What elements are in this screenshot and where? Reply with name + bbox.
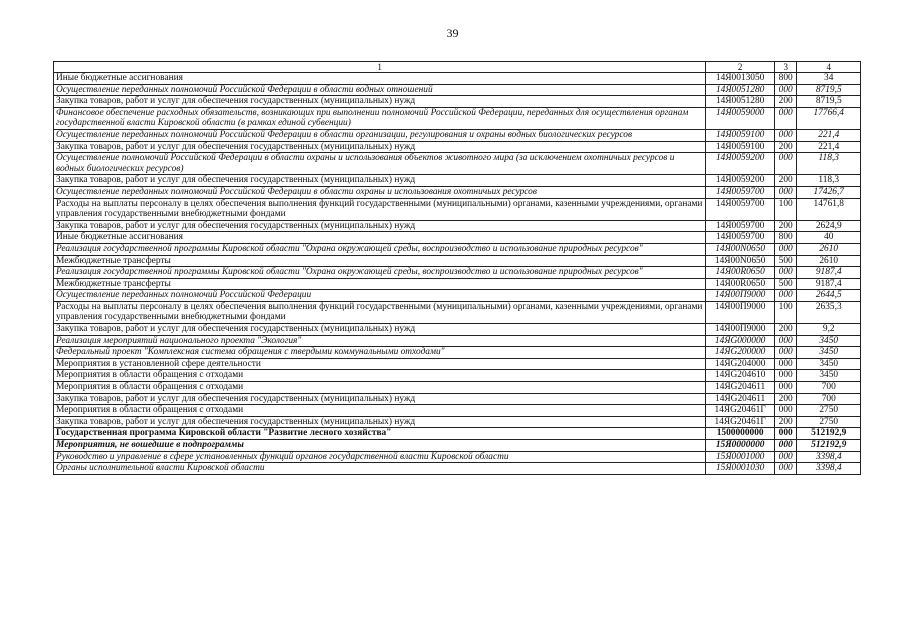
- amount-value: 700: [797, 382, 861, 394]
- budget-table: [53, 61, 861, 475]
- row-name: Закупка товаров, работ и услуг для обеспечения государственных (муниципальных) нужд: [54, 220, 706, 232]
- amount-value: 3450: [797, 347, 861, 359]
- row-name: Мероприятия в области обращения с отходами: [54, 382, 706, 394]
- table-row: [54, 107, 861, 129]
- classification-code: 14Я0059700: [706, 186, 775, 198]
- amount-value: 3450: [797, 335, 861, 347]
- expense-type-code: 200: [774, 393, 797, 405]
- table-row: [54, 416, 861, 428]
- classification-code: 14Я00R0650: [706, 278, 775, 290]
- classification-code: 14Я0051280: [706, 84, 775, 96]
- classification-code: 15Я0001030: [706, 463, 775, 475]
- row-name: Мероприятия в установленной сфере деятельности: [54, 358, 706, 370]
- table-row: [54, 301, 861, 323]
- classification-code: 14ЯG20461Г: [706, 416, 775, 428]
- expense-type-code: 000: [774, 290, 797, 302]
- amount-value: 2750: [797, 416, 861, 428]
- amount-value: 3398,4: [797, 463, 861, 475]
- row-name: Мероприятия в области обращения с отходами: [54, 370, 706, 382]
- amount-value: 221,4: [797, 141, 861, 153]
- classification-code: 15Я0000000: [706, 440, 775, 452]
- table-row: [54, 324, 861, 336]
- amount-value: 118,3: [797, 153, 861, 175]
- row-name: Закупка товаров, работ и услуг для обеспечения государственных (муниципальных) нужд: [54, 96, 706, 108]
- row-name: Осуществление переданных полномочий Российской Федерации: [54, 290, 706, 302]
- column-header-2: 2: [706, 62, 775, 73]
- amount-value: 8719,5: [797, 84, 861, 96]
- classification-code: 14ЯG000000: [706, 335, 775, 347]
- row-name: Осуществление переданных полномочий Российской Федерации в области организации, регулирования и охраны водных биологических ресурсов: [54, 129, 706, 141]
- classification-code: 14Я0059100: [706, 141, 775, 153]
- amount-value: 17766,4: [797, 107, 861, 129]
- page-number: 39: [446, 26, 459, 40]
- expense-type-code: 000: [774, 405, 797, 417]
- amount-value: 40: [797, 232, 861, 244]
- classification-code: 14Я00П9000: [706, 324, 775, 336]
- classification-code: 14Я0059700: [706, 198, 775, 220]
- expense-type-code: 000: [774, 451, 797, 463]
- classification-code: 14ЯG204610: [706, 370, 775, 382]
- table-row: [54, 335, 861, 347]
- classification-code: 14Я0059200: [706, 175, 775, 187]
- table-row: [54, 382, 861, 394]
- classification-code: 14Я00R0650: [706, 267, 775, 279]
- expense-type-code: 000: [774, 153, 797, 175]
- expense-type-code: 800: [774, 232, 797, 244]
- row-name: Межбюджетные трансферты: [54, 278, 706, 290]
- amount-value: 3450: [797, 358, 861, 370]
- row-name: Расходы на выплаты персоналу в целях обеспечения выполнения функций государственными (муниципальными) органами, казенными учреждениями, органами управления государственными внебюджетными фондами: [54, 198, 706, 220]
- row-name: Иные бюджетные ассигнования: [54, 73, 706, 85]
- classification-code: 14Я0059200: [706, 153, 775, 175]
- table-row: [54, 129, 861, 141]
- column-header-1: 1: [54, 62, 706, 73]
- row-name: Межбюджетные трансферты: [54, 255, 706, 267]
- amount-value: 2635,3: [797, 301, 861, 323]
- expense-type-code: 500: [774, 255, 797, 267]
- expense-type-code: 100: [774, 301, 797, 323]
- row-name: Закупка товаров, работ и услуг для обеспечения государственных (муниципальных) нужд: [54, 175, 706, 187]
- row-name: Государственная программа Кировской области "Развитие лесного хозяйства": [54, 428, 706, 440]
- expense-type-code: 200: [774, 416, 797, 428]
- table-row: [54, 405, 861, 417]
- amount-value: 17426,7: [797, 186, 861, 198]
- row-name: Закупка товаров, работ и услуг для обеспечения государственных (муниципальных) нужд: [54, 141, 706, 153]
- table-row: [54, 243, 861, 255]
- table-row: [54, 186, 861, 198]
- amount-value: 221,4: [797, 129, 861, 141]
- table-row: [54, 428, 861, 440]
- amount-value: 2624,9: [797, 220, 861, 232]
- classification-code: 14Я0051280: [706, 96, 775, 108]
- classification-code: 14Я0059000: [706, 107, 775, 129]
- expense-type-code: 500: [774, 278, 797, 290]
- table-row: [54, 347, 861, 359]
- table-row: [54, 141, 861, 153]
- classification-code: 1500000000: [706, 428, 775, 440]
- table-row: [54, 267, 861, 279]
- amount-value: 9187,4: [797, 267, 861, 279]
- table-row: [54, 232, 861, 244]
- row-name: Мероприятия, не вошедшие в подпрограммы: [54, 440, 706, 452]
- expense-type-code: 200: [774, 96, 797, 108]
- table-row: [54, 393, 861, 405]
- table-row: [54, 463, 861, 475]
- row-name: Закупка товаров, работ и услуг для обеспечения государственных (муниципальных) нужд: [54, 393, 706, 405]
- classification-code: 14Я00П9000: [706, 290, 775, 302]
- row-name: Руководство и управление в сфере установленных функций органов государственной власти Кировской области: [54, 451, 706, 463]
- row-name: Реализация государственной программы Кировской области "Охрана окружающей среды, воспроизводство и использование природных ресурсов": [54, 267, 706, 279]
- expense-type-code: 000: [774, 186, 797, 198]
- table-row: [54, 290, 861, 302]
- table-row: [54, 198, 861, 220]
- expense-type-code: 000: [774, 107, 797, 129]
- amount-value: 512192,9: [797, 428, 861, 440]
- amount-value: 34: [797, 73, 861, 85]
- classification-code: 14Я0059100: [706, 129, 775, 141]
- classification-code: 15Я0001000: [706, 451, 775, 463]
- expense-type-code: 000: [774, 347, 797, 359]
- amount-value: 2750: [797, 405, 861, 417]
- row-name: Закупка товаров, работ и услуг для обеспечения государственных (муниципальных) нужд: [54, 324, 706, 336]
- expense-type-code: 000: [774, 463, 797, 475]
- amount-value: 3450: [797, 370, 861, 382]
- table-row: [54, 73, 861, 85]
- table-row: [54, 84, 861, 96]
- amount-value: 512192,9: [797, 440, 861, 452]
- expense-type-code: 800: [774, 73, 797, 85]
- expense-type-code: 200: [774, 141, 797, 153]
- classification-code: 14ЯG204611: [706, 382, 775, 394]
- table-row: [54, 440, 861, 452]
- expense-type-code: 000: [774, 440, 797, 452]
- column-header-4: 4: [797, 62, 861, 73]
- table-row: [54, 370, 861, 382]
- classification-code: 14ЯG200000: [706, 347, 775, 359]
- expense-type-code: 000: [774, 335, 797, 347]
- expense-type-code: 200: [774, 324, 797, 336]
- amount-value: 2610: [797, 243, 861, 255]
- row-name: Федеральный проект "Комплексная система обращения с твердыми коммунальными отходами": [54, 347, 706, 359]
- classification-code: 14Я0059700: [706, 232, 775, 244]
- amount-value: 8719,5: [797, 96, 861, 108]
- classification-code: 14ЯG204000: [706, 358, 775, 370]
- table-row: [54, 220, 861, 232]
- classification-code: 14Я00N0650: [706, 243, 775, 255]
- classification-code: 14Я00N0650: [706, 255, 775, 267]
- row-name: Расходы на выплаты персоналу в целях обеспечения выполнения функций государственными (муниципальными) органами, казенными учреждениями, органами управления государственными внебюджетными фондами: [54, 301, 706, 323]
- table-row: [54, 255, 861, 267]
- expense-type-code: 000: [774, 84, 797, 96]
- row-name: Реализация государственной программы Кировской области "Охрана окружающей среды, воспроизводство и использование природных ресурсов": [54, 243, 706, 255]
- expense-type-code: 200: [774, 175, 797, 187]
- expense-type-code: 200: [774, 220, 797, 232]
- amount-value: 9187,4: [797, 278, 861, 290]
- row-name: Органы исполнительной власти Кировской области: [54, 463, 706, 475]
- row-name: Осуществление переданных полномочий Российской Федерации в области охраны и использования охотничьих ресурсов: [54, 186, 706, 198]
- amount-value: 118,3: [797, 175, 861, 187]
- classification-code: 14Я0059700: [706, 220, 775, 232]
- expense-type-code: 000: [774, 358, 797, 370]
- amount-value: 9,2: [797, 324, 861, 336]
- expense-type-code: 000: [774, 267, 797, 279]
- expense-type-code: 100: [774, 198, 797, 220]
- table-header-row: [54, 62, 861, 73]
- row-name: Мероприятия в области обращения с отходами: [54, 405, 706, 417]
- table-row: [54, 153, 861, 175]
- classification-code: 14ЯG204611: [706, 393, 775, 405]
- expense-type-code: 000: [774, 129, 797, 141]
- amount-value: 700: [797, 393, 861, 405]
- amount-value: 2610: [797, 255, 861, 267]
- table-row: [54, 96, 861, 108]
- classification-code: 14Я0013050: [706, 73, 775, 85]
- table-row: [54, 451, 861, 463]
- table-row: [54, 358, 861, 370]
- row-name: Реализация мероприятий национального проекта "Экология": [54, 335, 706, 347]
- row-name: Закупка товаров, работ и услуг для обеспечения государственных (муниципальных) нужд: [54, 416, 706, 428]
- row-name: Финансовое обеспечение расходных обязательств, возникающих при выполнении полномочий Российской Федерации, переданных для осуществления органам государственной власти Кировской области (в рамках единой субвенции): [54, 107, 706, 129]
- row-name: Осуществление полномочий Российской Федерации в области охраны и использования объектов животного мира (за исключением охотничьих ресурсов и водных биологических ресурсов): [54, 153, 706, 175]
- amount-value: 3398,4: [797, 451, 861, 463]
- expense-type-code: 000: [774, 370, 797, 382]
- amount-value: 14761,8: [797, 198, 861, 220]
- expense-type-code: 000: [774, 243, 797, 255]
- classification-code: 14Я00П9000: [706, 301, 775, 323]
- expense-type-code: 000: [774, 428, 797, 440]
- table-row: [54, 175, 861, 187]
- row-name: Осуществление переданных полномочий Российской Федерации в области водных отношений: [54, 84, 706, 96]
- table-row: [54, 278, 861, 290]
- expense-type-code: 000: [774, 382, 797, 394]
- row-name: Иные бюджетные ассигнования: [54, 232, 706, 244]
- amount-value: 2644,5: [797, 290, 861, 302]
- column-header-3: 3: [774, 62, 797, 73]
- classification-code: 14ЯG20461Г: [706, 405, 775, 417]
